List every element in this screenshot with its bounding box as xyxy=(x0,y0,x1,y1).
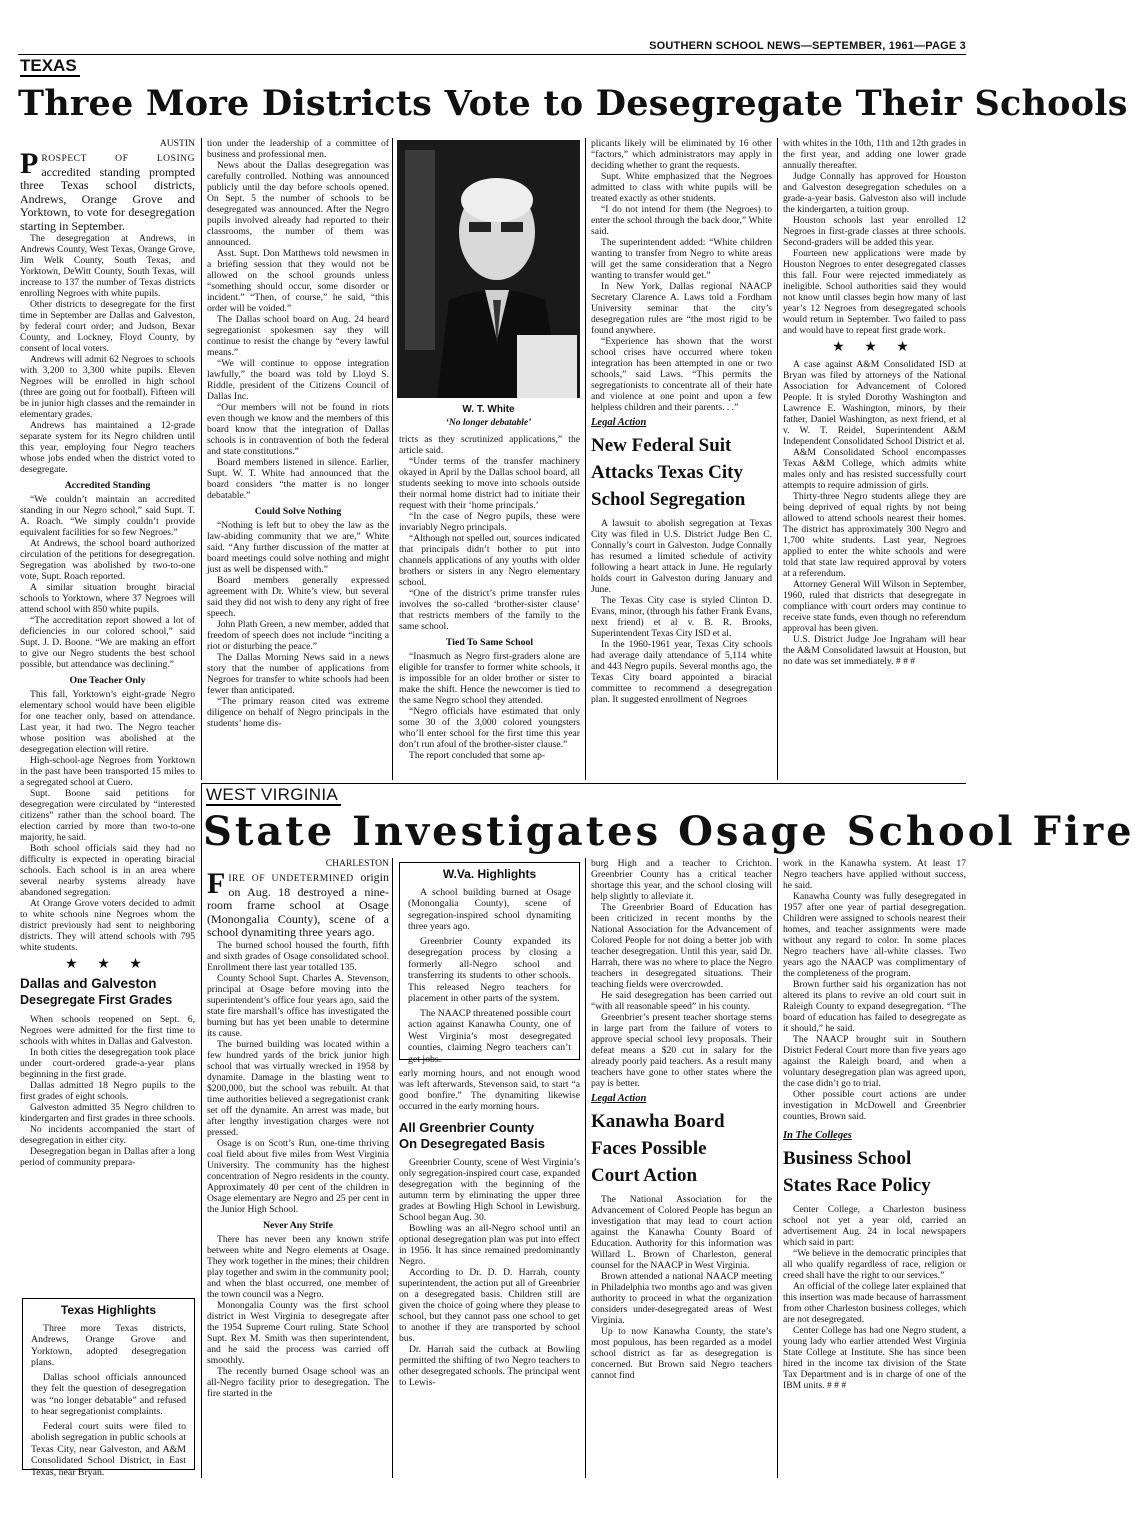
highlight-item: Greenbrier County expanded its desegregation process by closing a formerly all-Negro school and transferring its students to other schools. This released Negro teachers for placement in other parts of the system. xyxy=(408,935,571,1004)
column-rule xyxy=(777,858,778,1478)
business-headline-2: States Race Policy xyxy=(783,1175,931,1196)
paragraph: Dallas admitted 18 Negro pupils to the first grades of eight schools. xyxy=(20,1080,195,1102)
subhead-tied: Tied To Same School xyxy=(445,637,534,648)
paragraph: In both cities the desegregation took place under court-ordered grade-a-year plans beginning in the first grade. xyxy=(20,1047,195,1080)
paragraph: Osage is on Scott’s Run, one-time thriving coal field about five miles from West Virginia University. The community has the highest concentration of Negro residents in the county. Approximately 40 per cent of the children in Osage elementary are Negro and 25 per cent in the Junior High School. xyxy=(207,1137,389,1215)
wv-highlights-title: W.Va. Highlights xyxy=(442,867,537,881)
paragraph: The Dallas Morning News said in a news story that the number of applications from Negroes for transfer to white schools had been fewer than anticipated. xyxy=(207,652,389,696)
running-head: SOUTHERN SCHOOL NEWS—SEPTEMBER, 1961—PAGE 3 xyxy=(649,40,966,52)
texas-dropcap: P xyxy=(20,147,39,180)
texas-dateline: AUSTIN xyxy=(159,138,195,149)
wv-lead-text: origin on Aug. 18 destroyed a nine-room frame school at Osage (Monongalia County), scene of a school dynamiting three years ago. xyxy=(207,870,389,939)
paragraph: Other districts to desegregate for the first time in September are Dallas and Galveston, by federal court order; and Judson, Bexar County, and Lockney, Floyd County, by consent of local voters. xyxy=(20,299,195,354)
section-label-west-virginia: WEST VIRGINIA xyxy=(206,786,341,806)
paragraph: A similar situation brought biracial schools to Yorktown, where 37 Negroes will attend school with 850 white pupils. xyxy=(20,582,195,615)
suit-headline-2: Attacks Texas City xyxy=(591,462,744,483)
highlight-item: A school building burned at Osage (Monongalia County), scene of segregation-inspired school dynamiting three years ago. xyxy=(408,886,571,932)
paragraph: Board members listened in silence. Earlier, Supt. W. T. White had announced that the board considers “the matter is no longer debatable.” xyxy=(207,457,389,501)
paragraph: Houston schools last year enrolled 12 Negroes in first-grade classes at three schools. Second-graders will be added this year. xyxy=(783,215,966,248)
column-rule xyxy=(585,138,586,780)
paragraph: Other possible court actions are under investigation in McDowell and Greenbrier counties, Brown said. xyxy=(783,1089,966,1122)
paragraph: The report concluded that some ap- xyxy=(409,750,546,761)
paragraph: “I do not intend for them (the Negroes) to enter the school through the back door,” White said. xyxy=(591,204,772,237)
paragraph: Supt. Boone said petitions for desegregation were circulated by “interested citizens” rather than the school board. The election carried by more than two-to-one majority, he said. xyxy=(20,788,195,843)
paragraph: There has never been any known strife between white and Negro elements at Osage. They work together in the mines; their children play together and swim in the community pool; and when the blast occurred, one member of the town council was a Negro. xyxy=(207,1233,389,1300)
wv-column-2 xyxy=(399,1068,580,1476)
wv-headline: State Investigates Osage School Fire xyxy=(203,808,1135,855)
photo-wt-white xyxy=(397,140,580,398)
paragraph: In the 1960-1961 year, Texas City schools had average daily attendance of 5,114 white and 443 Negro pupils. Several months ago, the Texas City board appointed a biracial committee to recommend a desegregation plan. It suggested enrollment of Negroes xyxy=(591,639,772,705)
paragraph: “We couldn’t maintain an accredited standing in our Negro school,” said Supt. T. A. Roach. “We simply couldn’t provide equivalent facilities for so few Negroes.” xyxy=(20,494,195,538)
star-divider: ★ ★ ★ xyxy=(65,957,150,972)
paragraph: A&M Consolidated School encompasses Texas A&M College, which admits white males only and has resisted successfully court attempts to require admission of girls. xyxy=(783,447,966,491)
paragraph: Attorney General Will Wilson in September, 1960, ruled that districts that desegregate in compliance with court orders may continue to receive state funds, even though no referendum approval has been given. xyxy=(783,579,966,634)
paragraph: work in the Kanawha system. At least 17 Negro teachers have applied without success, he said. xyxy=(783,858,966,891)
texas-column-4 xyxy=(591,138,772,778)
column-rule xyxy=(392,138,393,780)
subhead-could-solve: Could Solve Nothing xyxy=(254,506,342,517)
kanawha-headline-2: Faces Possible xyxy=(591,1138,707,1159)
photo-caption-name: W. T. White xyxy=(462,404,515,415)
texas-lead xyxy=(20,147,195,233)
paragraph: Monongalia County was the first school district in West Virginia to desegregate after the 1954 Supreme Court ruling. State School Supt. Rex M. Smith was then superintendent, and he said the process was carried off smoothly. xyxy=(207,1299,389,1366)
paragraph: Thirty-three Negro students allege they are being deprived of equal rights by not being allowed to attend schools nearest their homes. The district has approximately 300 Negro and 1,700 white students. Last year, Negroes applied to enter the white schools and were told that state law required approval by voters at a referendum. xyxy=(783,491,966,579)
paragraph: “Experience has shown that the worst school crises have occurred where token integration has been attempted in one or two schools,” said Laws. “This permits the segregationists to concentrate all of their hate and violence at one point and upon a few helpless children and their parents. . .” xyxy=(591,336,772,413)
highlight-item: The NAACP threatened possible court action against Kanawha County, one of West Virginia’s most desegregated counties, claiming Negro teachers can’t get jobs. xyxy=(408,1007,571,1065)
paragraph: At Orange Grove voters decided to admit to white schools nine Negroes whom the district previously had sent to neighboring districts. They will attend schools with 795 white students. xyxy=(20,898,195,953)
column-rule xyxy=(392,858,393,1478)
paragraph: John Plath Green, a new member, added that freedom of speech does not include “inciting a riot or disturbing the peace.” xyxy=(207,619,389,652)
texas-column-3 xyxy=(399,434,580,778)
paragraph: “Our members will not be found in riots even though we know and the members of this board know that the integration of Dallas schools is in contravention of both the federal and state constitutions.” xyxy=(207,402,389,457)
greenbrier-headline-2: On Desegregated Basis xyxy=(399,1136,545,1151)
portrait-image xyxy=(397,140,580,398)
texas-lead-caps: ROSPECT OF LOSING xyxy=(41,153,195,164)
highlight-item: Three more Texas districts, Andrews, Orange Grove and Yorktown, adopted desegregation plans. xyxy=(31,1322,186,1368)
section-label-texas: TEXAS xyxy=(20,57,80,77)
paragraph: early morning hours, and not enough wood was left afterwards, Stevenson said, to start “a good bonfire.” The dynamiting likewise occurred in the early morning hours. xyxy=(399,1068,580,1112)
paragraph: In New York, Dallas regional NAACP Secretary Clarence A. Laws told a Fordham University seminar that the city’s desegregation rules are “the most rigid to be found anywhere. xyxy=(591,281,772,336)
paragraph: Andrews will admit 62 Negroes to schools with 3,200 to 3,300 white pupils. Eleven Negroes will be enrolled in high school (three are going out for football). Fifteen will be in junior high classes and the remainder in elementary grades. xyxy=(20,354,195,420)
subhead-accredited: Accredited Standing xyxy=(64,480,151,491)
paragraph: Center College, a Charleston business school not yet a year old, carried an advertisement Aug. 24 in local newspapers which said in part: xyxy=(783,1204,966,1248)
legal-action-label: Legal Action xyxy=(591,417,647,428)
paragraph: “The accreditation report showed a lot of deficiencies in our colored school,” said Supt. J. D. Boone. “We are making an effort to give our Negro students the best school possible, but attendance was declining.” xyxy=(20,615,195,670)
wv-dateline: CHARLESTON xyxy=(325,858,389,869)
texas-headline: Three More Districts Vote to Desegregate Their Schools xyxy=(18,83,1128,124)
top-rule xyxy=(18,54,966,55)
paragraph: Greenbrier’s present teacher shortage stems in large part from the failure of voters to approve special school levy proposals. Their defeat means a $20 cut in salary for the already poorly paid teachers. As a result many teachers have gone to other states where the pay is better. xyxy=(591,1012,772,1089)
paragraph: “Negro officials have estimated that only some 30 of the 3,000 colored youngsters who’ll enter school for the first time this year don’t run afoul of the brother-sister clause.” xyxy=(399,706,580,750)
paragraph: This fall, Yorktown’s eight-grade Negro elementary school would have been eligible for one teacher only, based on attendance. Last year, it had two. The Negro teacher whose position was abolished at the desegregation election will retire. xyxy=(20,689,195,755)
paragraph: “Nothing is left but to obey the law as the law-abiding community that we are,” White said. “Any further discussion of the matter at board meetings could solve nothing and might just as well be dispensed with.” xyxy=(207,520,389,575)
photo-caption-quote: ‘No longer debatable’ xyxy=(445,418,532,428)
wv-column-1 xyxy=(207,858,389,1476)
wv-column-3 xyxy=(591,858,772,1476)
paragraph: Desegregation began in Dallas after a long period of community prepara- xyxy=(20,1146,195,1168)
paragraph: “Although not spelled out, sources indicated that principals didn’t bother to put into channels applications of any youths with older brothers or sisters in any Negro elementary school. xyxy=(399,533,580,588)
paragraph: Asst. Supt. Don Matthews told newsmen in a briefing session that they would not be allowed on the school grounds unless “something should occur, some disorder or incident.” “Then, of course,” he said, “this order will be voided.” xyxy=(207,248,389,314)
paragraph: No incidents accompanied the start of desegregation in either city. xyxy=(20,1124,195,1146)
colleges-label: In The Colleges xyxy=(783,1130,852,1141)
business-headline-1: Business School xyxy=(783,1148,912,1169)
highlight-item: Federal court suits were filed to abolish segregation in public schools at Texas City, near Galveston, and A&M Consolidated School District, in East Texas, near Bryan. xyxy=(31,1420,186,1478)
paragraph: tricts as they scrutinized applications,” the article said. xyxy=(399,434,580,456)
paragraph: “We will continue to oppose integration lawfully,” the board was told by Lloyd S. Riddle, president of the Citizens Council of Dallas Inc. xyxy=(207,358,389,402)
paragraph: “We believe in the democratic principles that all who qualify regardless of race, religion or creed shall have the right to our services.” xyxy=(783,1248,966,1281)
kanawha-headline-3: Court Action xyxy=(591,1165,698,1186)
subhead-never-strife: Never Any Strife xyxy=(262,1219,333,1231)
paragraph: The recently burned Osage school was an all-Negro facility prior to desegregation. The fire started in the xyxy=(207,1365,389,1399)
texas-highlights-title: Texas Highlights xyxy=(60,1303,157,1317)
paragraph: Bowling was an all-Negro school until an optional desegregation plan was put into effect in 1956. It has since remained predominantly Negro. xyxy=(399,1223,580,1267)
paragraph: plicants likely will be eliminated by 16 other “factors,” which administrators may apply in deciding whether to grant the requests. xyxy=(591,138,772,171)
paragraph: U.S. District Judge Joe Ingraham will hear the A&M Consolidated lawsuit at Houston, but no date was set immediately. # # # xyxy=(783,634,966,667)
paragraph: Center College has had one Negro student, a young lady who earlier attended West Virginia State College at Institute. She has since been hired in the income tax division of the State Tax Department and is in charge of one of the IBM units. # # # xyxy=(783,1325,966,1391)
paragraph: The burned school housed the fourth, fifth and sixth grades of Osage consolidated school. Enrollment there last year totalled 135. xyxy=(207,939,389,973)
texas-highlights-box xyxy=(22,1298,195,1478)
paragraph: High-school-age Negroes from Yorktown in the past have been transported 15 miles to a segregated school at Cuero. xyxy=(20,755,195,788)
paragraph: “The primary reason cited was extreme diligence on behalf of Negro principals in the students’ home dis- xyxy=(207,696,389,729)
paragraph: The NAACP brought suit in Southern District Federal Court more than five years ago against the Raleigh board, and when a voluntary desegregation plan was agreed upon, the case didn’t go to trial. xyxy=(783,1034,966,1089)
texas-column-5 xyxy=(783,138,966,778)
highlight-item: Dallas school officials announced they felt the question of desegregation was “no longer debatable” and refused to hear segregationist complaints. xyxy=(31,1371,186,1417)
paragraph: The desegregation at Andrews, in Andrews County, West Texas, Orange Grove, Jim Welk County, South Texas, and Yorktown, DeWitt County, South Texas, will increase to 137 the number of Texas districts enrolling Negroes with white pupils. xyxy=(20,233,195,299)
paragraph: Galveston admitted 35 Negro children to kindergarten and first grades in three schools. xyxy=(20,1102,195,1124)
paragraph: Both school officials said they had no difficulty is expected in operating biracial schools. Each school is in an area where several nearby systems already have abandoned segregation. xyxy=(20,843,195,898)
paragraph: County School Supt. Charles A. Stevenson, principal at Osage before moving into the superintendent’s office four years ago, said the state fire marshall’s office has investigated the burning but has yet been unable to determine its cause. xyxy=(207,972,389,1039)
column-rule xyxy=(201,138,202,780)
paragraph: Fourteen new applications were made by Houston Negroes to enter desegregated classes this fall. Four were rejected immediately as ineligible. School authorities said they would not know until classes begin how many of last year’s 12 Negroes from desegregated schools would return in September. Two failed to pass and would have to repeat first grade work. xyxy=(783,248,966,336)
paragraph: “Inasmuch as Negro first-graders alone are eligible for transfer to former white schools, it is impossible for an older brother or sister to make the shift. Hence the newcomer is tied to the same Negro school they attended. xyxy=(399,651,580,706)
dallas-headline-1: Dallas and Galveston xyxy=(20,976,157,991)
wv-dropcap: F xyxy=(207,867,226,900)
paragraph: with whites in the 10th, 11th and 12th grades in the first year, and adding one lower grade annually thereafter. xyxy=(783,138,966,171)
column-rule xyxy=(201,783,202,1478)
paragraph: “In the case of Negro pupils, these were invariably Negro principals. xyxy=(399,511,580,533)
paragraph: Supt. White emphasized that the Negroes admitted to class with white pupils will be treated exactly as other students. xyxy=(591,171,772,204)
texas-lead-text: accredited standing prompted three Texas school districts, Andrews, Orange Grove and Yorktown, to vote for desegregation starting in September. xyxy=(20,164,195,233)
column-rule xyxy=(777,138,778,780)
wv-lead-caps: IRE OF UNDETERMINED xyxy=(228,873,354,884)
paragraph: Dr. Harrah said the cutback at Bowling permitted the shifting of two Negro teachers to other desegregated schools. The principal went to Lewis- xyxy=(399,1344,580,1388)
paragraph: News about the Dallas desegregation was carefully controlled. Nothing was announced publicly until the day before schools opened. On Sept. 5 the number of schools to be desegregated was announced. After the Negro pupils involved already had reported to their classrooms, the number of them was announced. xyxy=(207,160,389,248)
suit-headline-1: New Federal Suit xyxy=(591,435,732,456)
paragraph: Greenbrier County, scene of West Virginia’s only segregation-inspired court case, expanded desegregation with the beginning of the autumn term by eliminating the upper three grades at Bowling High School in Lewisburg. School began Aug. 30. xyxy=(399,1157,580,1223)
paragraph: He said desegregation has been carried out “with all reasonable speed” in his county. xyxy=(591,990,772,1012)
dallas-headline-2: Desegregate First Grades xyxy=(20,993,173,1007)
texas-column-1 xyxy=(20,138,195,1443)
paragraph: Brown attended a national NAACP meeting in Philadelphia two months ago and was given authority to proceed in what the organization considers under-desegregated areas of West Virginia. xyxy=(591,1271,772,1326)
paragraph: A case against A&M Consolidated ISD at Bryan was filed by attorneys of the National Association for Advancement of Colored People. It is styled Dorothy Washington and Lawrence E. Washington, minors, by their father, Daniel Washington, as next friend, et al v. W. T. Reidel, Superintendent A&M Independent Consolidated School District et al. xyxy=(783,359,966,447)
greenbrier-headline-1: All Greenbrier County xyxy=(399,1120,535,1135)
suit-headline-3: School Segregation xyxy=(591,489,746,510)
wv-column-4 xyxy=(783,858,966,1476)
star-divider: ★ ★ ★ xyxy=(832,340,917,355)
column-rule xyxy=(585,858,586,1478)
paragraph: According to Dr. D. D. Harrah, county superintendent, the action put all of Greenbrier on a desegregated basis. Children still are given the choice of going where they please to school, but they cannot pass one school to get to another if they are transported by school bus. xyxy=(399,1267,580,1344)
paragraph: Judge Connally has approved for Houston and Galveston desegregation schedules on a grade-a-year basis. Galveston also will include the kindergarten, a tuition group. xyxy=(783,171,966,215)
paragraph: The National Association for the Advancement of Colored People has begun an investigation that may lead to court action against the Kanawha County Board of Education. Authority for this information was Willard L. Brown of Charleston, general counsel for the NAACP in West Virginia. xyxy=(591,1194,772,1271)
paragraph: The burned building was located within a few hundred yards of the brick junior high school that was virtually wrecked in 1958 by dynamite. Damage in the blasting went to $200,000, but the school was rebuilt. At that time authorities believed a segregationist crank set off the dynamite. An arrest was made, but after lengthy investigation charges were not pressed. xyxy=(207,1038,389,1138)
paragraph: The Greenbrier Board of Education has been criticized in recent months by the National Association for the Advancement of Colored People for not doing a better job with teacher desegregation. Until this year, said Dr. Harrah, there was no where to place the Negro teachers in desegregated situations. Their teaching fields were overcrowded. xyxy=(591,902,772,990)
subhead-one-teacher: One Teacher Only xyxy=(69,675,146,686)
paragraph: When schools reopened on Sept. 6, Negroes were admitted for the first time to schools with whites in Dallas and Galveston. xyxy=(20,1014,195,1047)
paragraph: Brown further said his organization has not altered its plans to revive an old court suit in Raleigh County to expand desegregation. “The board of education has failed to desegregate as it should,” he said. xyxy=(783,979,966,1034)
paragraph: The Texas City case is styled Clinton D. Evans, minor, (through his father Frank Evans, next friend) et al v. B. R. Brooks, Superintendent Texas City ISD et al. xyxy=(591,595,772,639)
section-rule xyxy=(201,783,966,784)
paragraph: An official of the college later explained that this insertion was made because of harrassment from other Charleston business colleges, which are not desegregated. xyxy=(783,1281,966,1325)
texas-column-2 xyxy=(207,138,389,778)
paragraph: Up to now Kanawha County, the state’s most populous, has been regarded as a model school district as far as desegregation is concerned. But Brown said Negro teachers cannot find xyxy=(591,1326,772,1381)
paragraph: At Andrews, the school board authorized circulation of the petitions for desegregation. Segregation was abolished by two-to-one vote, Supt. Roach reported. xyxy=(20,538,195,582)
paragraph: Andrews has maintained a 12-grade separate system for its Negro children until this year, employing four Negro teachers whose jobs ended when the district voted to desegregate. xyxy=(20,420,195,475)
paragraph: “One of the district’s prime transfer rules involves the so-called ‘brother-sister clause’ that restricts members of the family to the same school. xyxy=(399,588,580,632)
paragraph: Kanawha County was fully desegregated in 1957 after one year of partial desegregation. Children were assigned to schools nearest their homes, and teacher assignments were made without any regard to color. In some places Negro teachers have all-white classes. Two years ago the NAACP was complimentary of the completeness of the program. xyxy=(783,891,966,979)
paragraph: burg High and a teacher to Crichton. Greenbrier County has a critical teacher shortage this year, and the school closing will help slightly to alleviate it. xyxy=(591,858,772,902)
paragraph: The Dallas school board on Aug. 24 heard segregationist spokesmen say they will continue to resist the change by “every lawful means.” xyxy=(207,314,389,358)
paragraph: A lawsuit to abolish segregation at Texas City was filed in U.S. District Judge Ben C. Connally’s court in Galveston. Judge Connally has resumed a limited schedule of activity following a heart attack in June. He regularly holds court in Galveston during January and June. xyxy=(591,518,772,595)
paragraph: tion under the leadership of a committee of business and professional men. xyxy=(207,138,389,160)
paragraph: Board members generally expressed agreement with Dr. White’s view, but several said they did not wish to deny any right of free speech. xyxy=(207,575,389,619)
wv-lead xyxy=(207,867,389,940)
paragraph: “Under terms of the transfer machinery okayed in April by the Dallas school board, all students seeking to move into schools outside their normal home district had to initiate their request with their ‘home principals.’ xyxy=(399,456,580,511)
legal-action-label: Legal Action xyxy=(591,1093,647,1104)
paragraph: The superintendent added: “White children wanting to transfer from Negro to white areas will get the same consideration that a Negro wanting to transfer would get.” xyxy=(591,237,772,281)
kanawha-headline-1: Kanawha Board xyxy=(591,1111,725,1132)
wv-highlights-box xyxy=(399,862,580,1065)
